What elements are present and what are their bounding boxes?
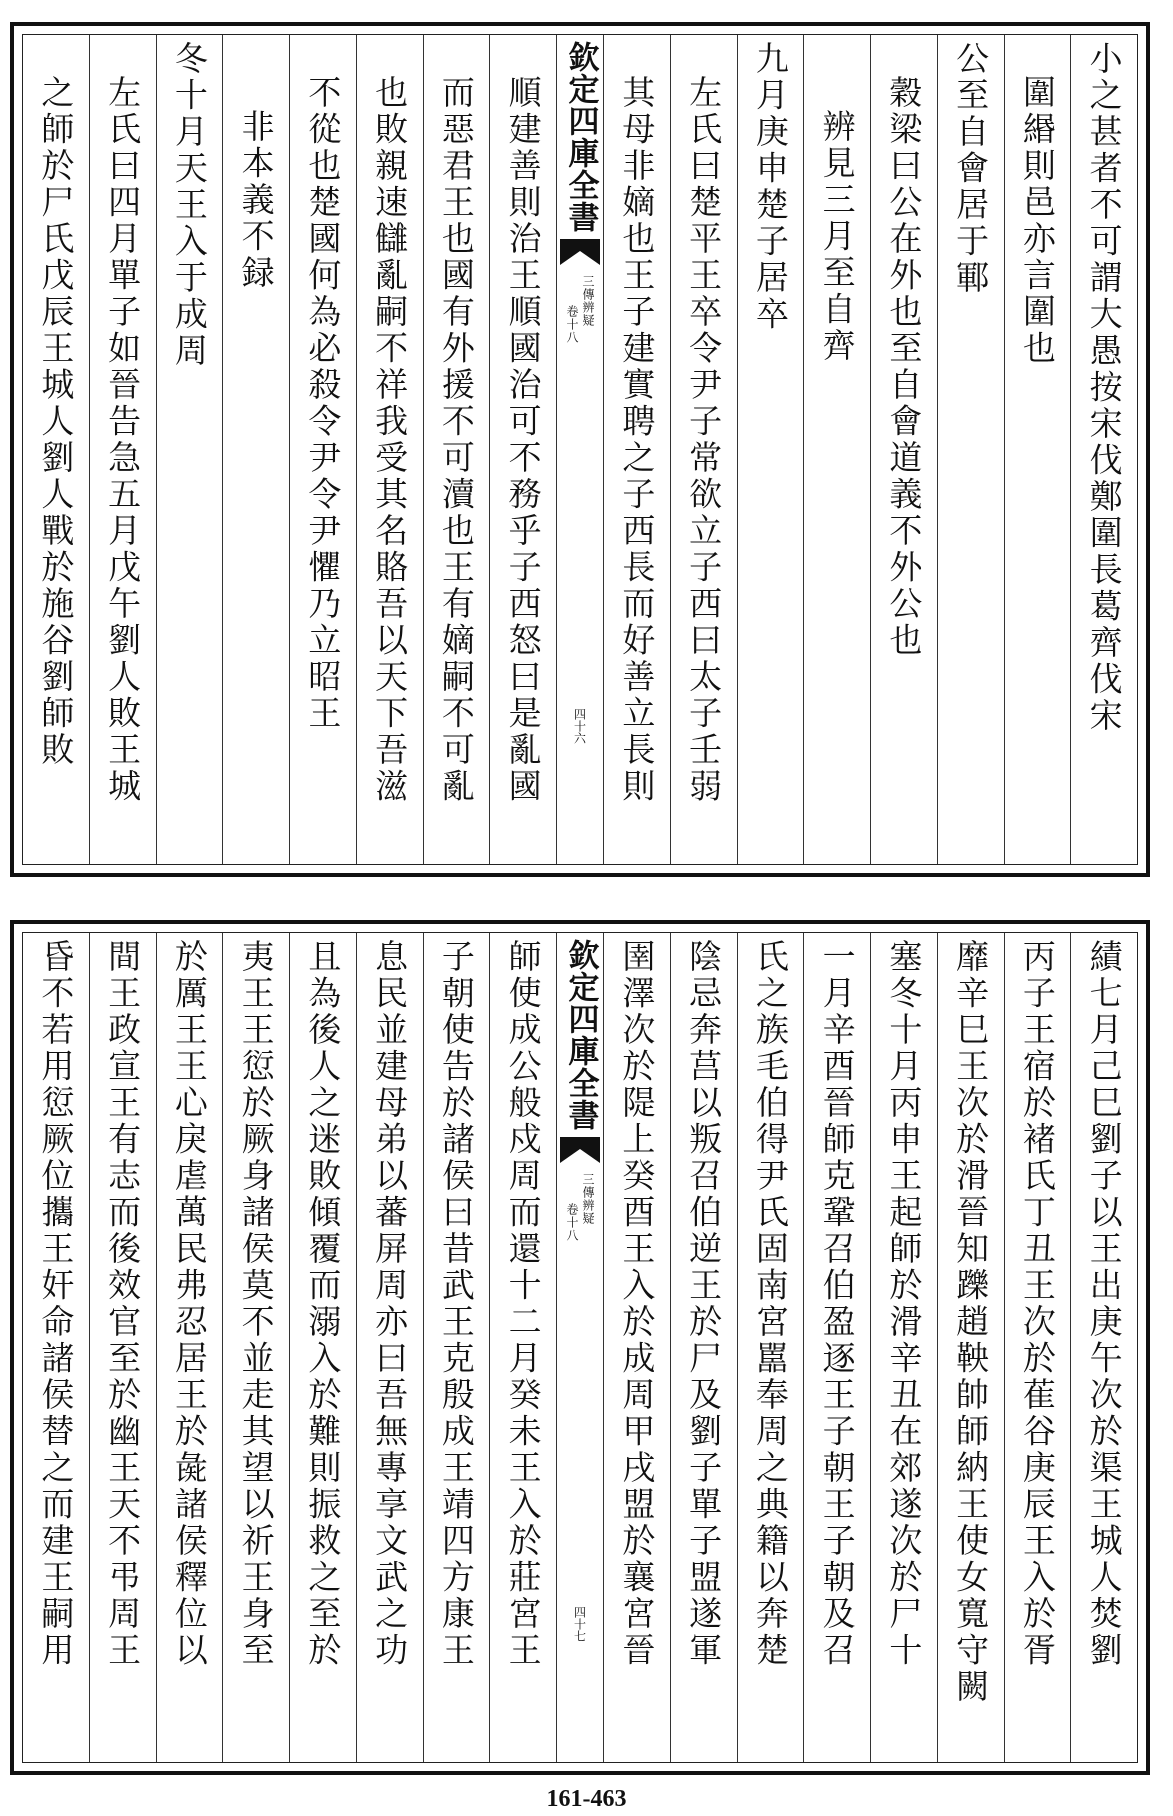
- bottom-page-columns: [22, 932, 1138, 1763]
- column-text: 陰忌奔莒以叛召伯逆王於尸及劉子單子盟遂軍: [684, 939, 724, 1669]
- page-number: 161-463: [546, 1786, 627, 1812]
- text-column: [803, 933, 870, 1762]
- top-page-columns: [22, 34, 1138, 865]
- collection-title: 欽定四庫全書: [562, 939, 599, 1131]
- folio-number: 四十七: [572, 1606, 587, 1642]
- column-text: 公至自會居于鄆: [951, 41, 991, 297]
- top-page-frame: [10, 22, 1150, 877]
- text-column: [423, 933, 490, 1762]
- text-column: [670, 933, 737, 1762]
- column-text: 之師於尸氏戊辰王城人劉人戰於施谷劉師敗: [36, 75, 76, 769]
- column-text: 師使成公般戍周而還十二月癸未王入於莊宮王: [503, 939, 543, 1669]
- column-text: 辨見三月至自齊: [817, 109, 857, 365]
- text-column: [489, 933, 556, 1762]
- bottom-page-frame: [10, 920, 1150, 1775]
- column-text: 左氏曰四月單子如晉告急五月戊午劉人敗王城: [103, 75, 143, 805]
- folio-number: 四十六: [572, 708, 587, 744]
- column-text: 氏之族毛伯得尹氏固南宮嚚奉周之典籍以奔楚: [750, 939, 790, 1669]
- column-text: 塞冬十月丙申王起師於滑辛丑在郊遂次於尸十: [884, 939, 924, 1669]
- column-text: 小之甚者不可謂大愚按宋伐鄭圍長葛齊伐宋: [1084, 41, 1124, 735]
- text-column: [937, 35, 1004, 864]
- column-text: 而惡君王也國有外援不可瀆也王有嫡嗣不可亂: [436, 75, 476, 805]
- column-text: 順建善則治王順國治可不務乎子西怒曰是亂國: [503, 75, 543, 805]
- column-text: 冬十月天王入于成周: [169, 41, 209, 370]
- column-text: 非本義不録: [236, 109, 276, 292]
- column-text: 圍緡則邑亦言圍也: [1017, 75, 1057, 367]
- text-column: [1070, 933, 1137, 1762]
- column-text: 子朝使告於諸侯曰昔武王克殷成王靖四方康王: [436, 939, 476, 1669]
- column-text: 圉澤次於隄上癸酉王入於成周甲戌盟於襄宮晉: [617, 939, 657, 1669]
- column-text: 夷王王愆於厥身諸侯莫不並走其望以祈王身至: [236, 939, 276, 1669]
- column-text: 一月辛酉晉師克鞏召伯盈逐王子朝王子朝及召: [817, 939, 857, 1669]
- column-text: 靡辛巳王次於滑晉知躒趙鞅帥師納王使女寬守闕: [951, 939, 991, 1706]
- center-gutter: [556, 35, 603, 864]
- center-gutter: [556, 933, 603, 1762]
- column-text: 不從也楚國何為必殺令尹令尹懼乃立昭王: [303, 75, 343, 732]
- column-text: 且為後人之迷敗傾覆而溺入於難則振救之至於: [303, 939, 343, 1669]
- fish-tail-mark-icon: [560, 1137, 600, 1163]
- text-column: [803, 35, 870, 864]
- column-text: 九月庚申楚子居卒: [750, 41, 790, 333]
- text-column: [1004, 35, 1071, 864]
- column-text: 丙子王宿於褚氏丁丑王次於萑谷庚辰王入於胥: [1017, 939, 1057, 1669]
- text-column: [1070, 35, 1137, 864]
- text-column: [937, 933, 1004, 1762]
- column-text: 績七月己巳劉子以王出庚午次於渠王城人焚劉: [1084, 939, 1124, 1669]
- volume-info: [566, 275, 594, 344]
- volume-info: [566, 1173, 594, 1242]
- column-text: 穀梁曰公在外也至自會道義不外公也: [884, 75, 924, 659]
- column-text: 也敗親速讎亂嗣不祥我受其名賂吾以天下吾滋: [370, 75, 410, 805]
- book-title: 三傳辨疑: [581, 275, 595, 327]
- text-column: [670, 35, 737, 864]
- column-text: 間王政宣王有志而後效官至於幽王天不弔周王: [103, 939, 143, 1669]
- volume-number: 卷十八: [565, 1203, 579, 1242]
- column-text: 於厲王王心戾虐萬民弗忍居王於彘諸侯釋位以: [169, 939, 209, 1669]
- text-column: [603, 35, 670, 864]
- text-column: [737, 933, 804, 1762]
- text-column: [1004, 933, 1071, 1762]
- column-text: 其母非嫡也王子建實聘之子西長而好善立長則: [617, 75, 657, 805]
- text-column: [356, 933, 423, 1762]
- text-column: [289, 933, 356, 1762]
- text-column: [156, 933, 223, 1762]
- text-column: [156, 35, 223, 864]
- text-column: [222, 933, 289, 1762]
- fish-tail-mark-icon: [560, 239, 600, 265]
- text-column: [870, 35, 937, 864]
- text-column: [870, 933, 937, 1762]
- text-column: [423, 35, 490, 864]
- text-column: [23, 933, 89, 1762]
- column-text: 昏不若用愆厥位攜王奸命諸侯替之而建王嗣用: [36, 939, 76, 1669]
- text-column: [356, 35, 423, 864]
- text-column: [222, 35, 289, 864]
- text-column: [737, 35, 804, 864]
- volume-number: 卷十八: [565, 305, 579, 344]
- text-column: [603, 933, 670, 1762]
- column-text: 息民並建母弟以蕃屏周亦曰吾無專享文武之功: [370, 939, 410, 1669]
- text-column: [89, 933, 156, 1762]
- text-column: [489, 35, 556, 864]
- collection-title: 欽定四庫全書: [562, 41, 599, 233]
- text-column: [89, 35, 156, 864]
- text-column: [289, 35, 356, 864]
- text-column: [23, 35, 89, 864]
- column-text: 左氏曰楚平王卒令尹子常欲立子西曰太子壬弱: [684, 75, 724, 805]
- book-title: 三傳辨疑: [581, 1173, 595, 1225]
